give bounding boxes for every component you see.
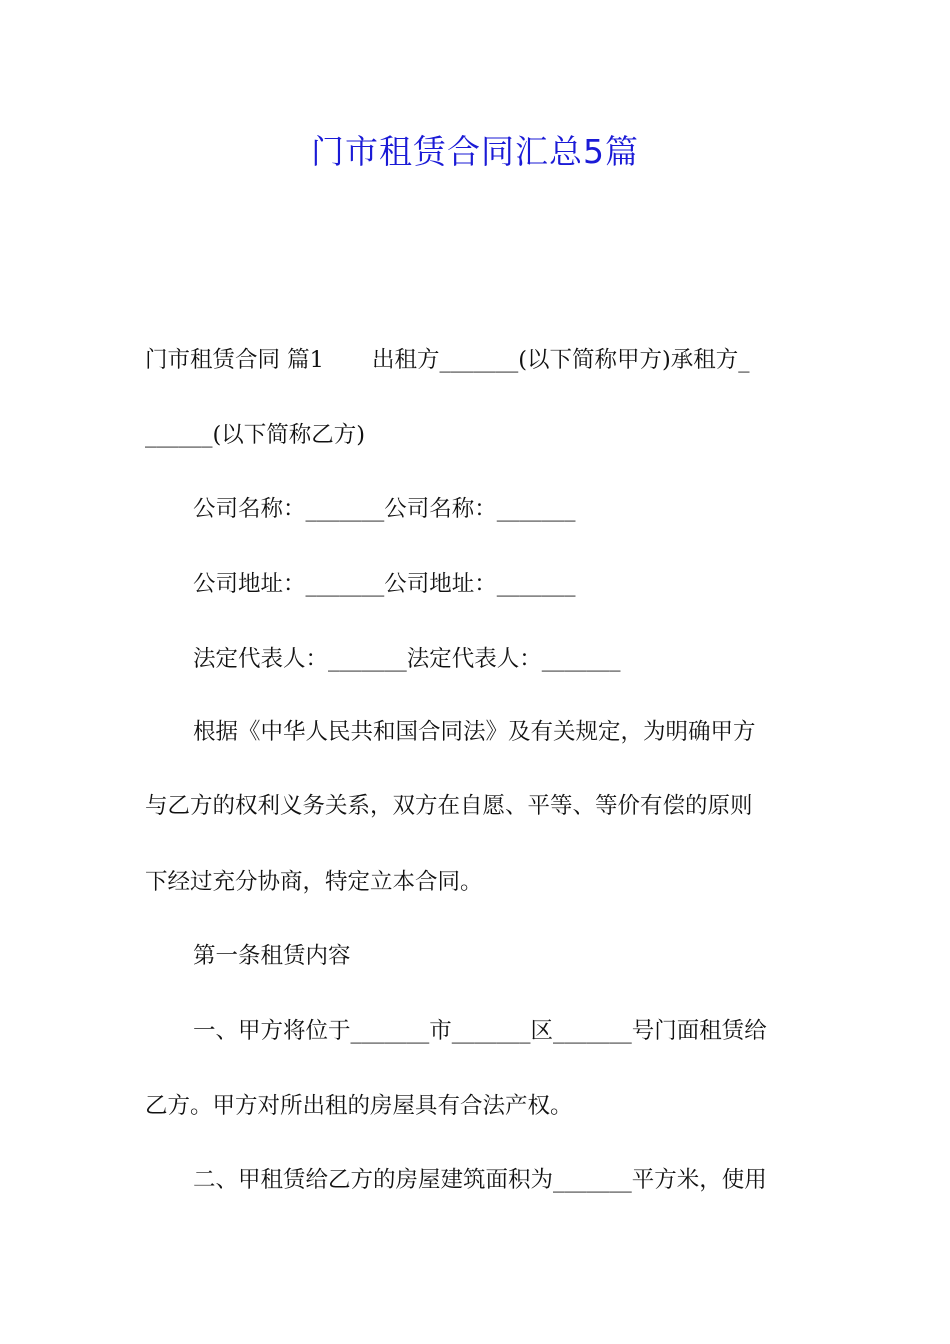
legal-representative-line: 法定代表人：_______法定代表人：_______ bbox=[193, 646, 621, 672]
paragraph-line: 根据《中华人民共和国合同法》及有关规定，为明确甲方 bbox=[193, 719, 756, 745]
clause-line: 乙方。甲方对所出租的房屋具有合法产权。 bbox=[145, 1093, 573, 1119]
paragraph-line: 与乙方的权利义务关系，双方在自愿、平等、等价有偿的原则 bbox=[145, 793, 753, 819]
text-line-2: ______(以下简称乙方) bbox=[145, 422, 366, 448]
document-title: 门市租赁合同汇总5篇 bbox=[311, 132, 639, 171]
text-line-1 bbox=[145, 342, 807, 378]
clause-line: 一、甲方将位于_______市_______区_______号门面租赁给 bbox=[193, 1018, 767, 1044]
company-address-line: 公司地址：_______公司地址：_______ bbox=[193, 571, 576, 597]
paragraph-line: 下经过充分协商，特定立本合同。 bbox=[145, 869, 483, 895]
article-heading: 第一条租赁内容 bbox=[193, 943, 351, 969]
section-heading: 门市租赁合同 篇1 bbox=[145, 347, 324, 373]
parties-intro: 出租方_______(以下简称甲方)承租方_ bbox=[371, 347, 750, 373]
clause-line: 二、甲租赁给乙方的房屋建筑面积为_______平方米，使用 bbox=[193, 1167, 767, 1193]
company-name-line: 公司名称：_______公司名称：_______ bbox=[193, 496, 576, 522]
